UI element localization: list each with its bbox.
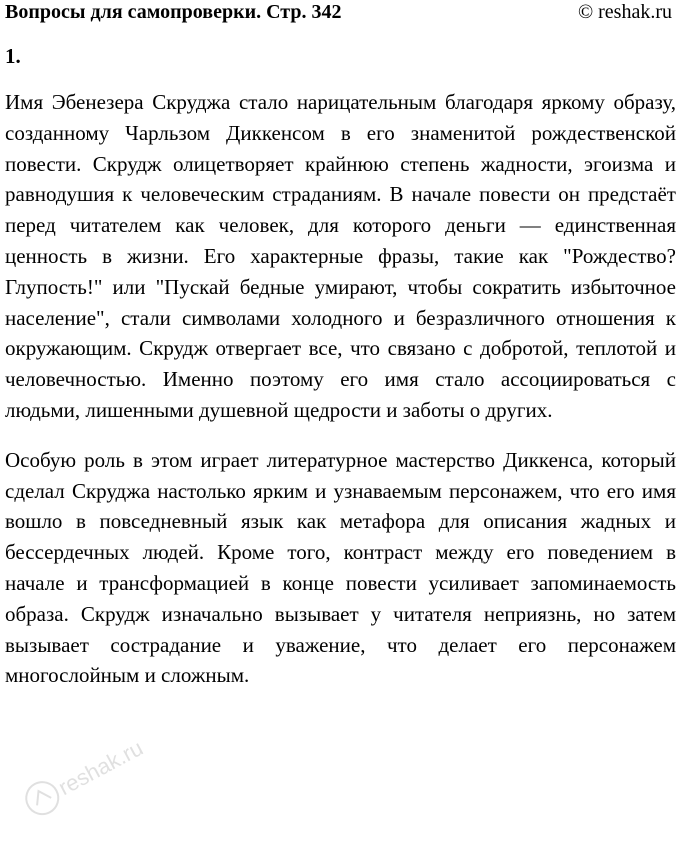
page-header — [5, 0, 672, 28]
reshak-logo-icon — [5, 727, 165, 817]
page-title: Вопросы для самопроверки. Стр. 342 — [5, 1, 342, 23]
source-credit: © reshak.ru — [577, 1, 672, 23]
watermark-text: reshak.ru — [54, 735, 148, 801]
answer-body — [5, 87, 676, 691]
question-number: 1. — [5, 44, 21, 68]
answer-paragraph: Особую роль в этом играет литературное мастерство Диккенса, который сделал Скруджа настолько ярким и узнаваемым персонажем, что его имя вошло в повседневный язык как метафора для описания жадных и бессердечных людей. Кроме того, контраст между его поведением в начале и трансформацией в конце повести усиливает запоминаемость образа. Скрудж изначально вызывает у читателя неприязнь, но затем вызывает сострадание и уважение, что делает его персонажем многослойным и сложным. — [5, 447, 676, 688]
answer-paragraph: Имя Эбенезера Скруджа стало нарицательным благодаря яркому образу, созданному Чарльзом Диккенсом в его знаменитой рождественской повести. Скрудж олицетворяет крайнюю степень жадности, эгоизма и равнодушия к человеческим страданиям. В начале повести он предстаёт перед читателем как человек, для которого деньги — единственная ценность в жизни. Его характерные фразы, такие как "Рождество? Глупость!" или "Пускай бедные умирают, чтобы сократить избыточное население", стали символами холодного и безразличного отношения к окружающим. Скрудж отвергает все, что связано с добротой, теплотой и человечностью. Именно поэтому его имя стало ассоциироваться с людьми, лишенными душевной щедрости и заботы о других. — [5, 90, 676, 422]
